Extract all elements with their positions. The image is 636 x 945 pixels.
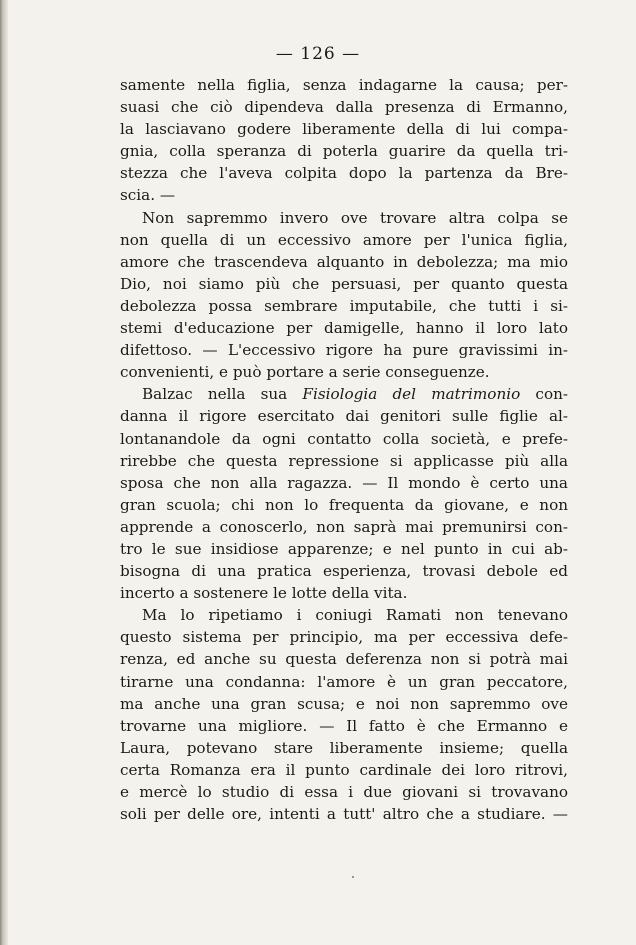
text-line: convenienti, e può portare a serie conseguenze. bbox=[120, 363, 490, 382]
body-text bbox=[120, 74, 568, 825]
text-line: stemi d'educazione per damigelle, hanno il loro lato bbox=[120, 319, 568, 338]
text-line: Ma lo ripetiamo i coniugi Ramati non tenevano bbox=[142, 606, 568, 625]
paragraph bbox=[120, 383, 568, 604]
text-line: certa Romanza era il punto cardinale dei loro ritrovi, bbox=[120, 760, 568, 779]
paragraph bbox=[120, 604, 568, 825]
text-line: debolezza possa sembrare imputabile, che tutti i si- bbox=[120, 296, 568, 315]
text-line: Dio, noi siamo più che persuasi, per quanto questa bbox=[120, 274, 568, 293]
text-line: amore che trascendeva alquanto in debolezza; ma mio bbox=[120, 252, 568, 271]
text-line: la lasciavano godere liberamente della di lui compa- bbox=[120, 120, 568, 139]
text-line: danna il rigore esercitato dai genitori sulle figlie al- bbox=[120, 407, 568, 426]
paragraph bbox=[120, 74, 568, 207]
text-line: bisogna di una pratica esperienza, trovasi debole ed bbox=[120, 562, 568, 581]
text-line: scia. — bbox=[120, 186, 176, 205]
text-line: sposa che non alla ragazza. — Il mondo è certo una bbox=[120, 473, 568, 492]
text-line: Laura, potevano stare liberamente insieme; quella bbox=[120, 738, 568, 757]
paper-speck bbox=[352, 876, 354, 878]
text-line: questo sistema per principio, ma per eccessiva defe- bbox=[120, 628, 568, 647]
text-span: Balzac nella sua bbox=[142, 385, 303, 404]
text-line bbox=[120, 383, 568, 405]
text-span: con- bbox=[520, 385, 568, 404]
text-line: apprende a conoscerlo, non saprà mai premunirsi con- bbox=[120, 517, 568, 536]
text-line: trovarne una migliore. — Il fatto è che Ermanno e bbox=[120, 716, 568, 735]
text-line: difettoso. — L'eccessivo rigore ha pure gravissimi in- bbox=[120, 341, 568, 360]
text-line: samente nella figlia, senza indagarne la causa; per- bbox=[120, 76, 568, 94]
text-line: lontanandole da ogni contatto colla società, e prefe- bbox=[120, 429, 568, 448]
text-line: e mercè lo studio di essa i due giovani si trovavano bbox=[120, 783, 568, 801]
text-line: gnia, colla speranza di poterla guarire da quella tri- bbox=[120, 142, 568, 161]
book-title: Fisiologia del matrimonio bbox=[302, 385, 521, 404]
text-line: rirebbe che questa repressione si applicasse più alla bbox=[120, 451, 568, 470]
text-line: non quella di un eccessivo amore per l'unica figlia, bbox=[120, 230, 568, 249]
text-line: tro le sue insidiose apparenze; e nel punto in cui ab- bbox=[120, 539, 568, 558]
text-line: soli per delle ore, intenti a tutt' altro che a studiare. — bbox=[120, 805, 568, 824]
text-line: gran scuola; chi non lo frequenta da giovane, e non bbox=[120, 495, 568, 514]
paragraph bbox=[120, 207, 568, 384]
text-line: stezza che l'aveva colpita dopo la partenza da Bre- bbox=[120, 164, 568, 183]
page-binding-edge bbox=[0, 0, 8, 945]
page-number: — 126 — bbox=[275, 44, 361, 64]
text-line: tirarne una condanna: l'amore è un gran peccatore, bbox=[120, 672, 568, 691]
text-line: renza, ed anche su questa deferenza non si potrà mai bbox=[120, 650, 568, 669]
text-line: suasi che ciò dipendeva dalla presenza di Ermanno, bbox=[120, 98, 568, 117]
text-line: incerto a sostenere le lotte della vita. bbox=[120, 584, 408, 603]
text-line: ma anche una gran scusa; e noi non sapremmo ove bbox=[120, 694, 568, 713]
text-line: Non sapremmo invero ove trovare altra colpa se bbox=[142, 208, 568, 227]
